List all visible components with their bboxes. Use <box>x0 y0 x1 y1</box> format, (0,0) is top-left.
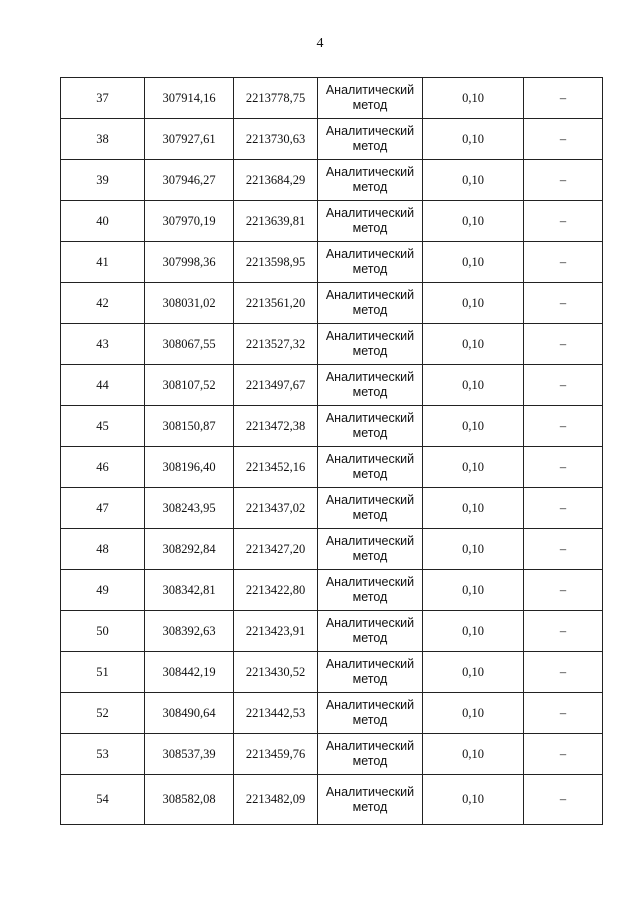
note-cell: – <box>524 611 603 652</box>
accuracy-cell: 0,10 <box>423 406 524 447</box>
accuracy-cell: 0,10 <box>423 119 524 160</box>
method-cell: Аналитический метод <box>318 324 423 365</box>
y-coordinate-cell: 2213598,95 <box>234 242 318 283</box>
x-coordinate-cell: 307927,61 <box>145 119 234 160</box>
accuracy-cell: 0,10 <box>423 775 524 825</box>
table-row <box>61 734 603 775</box>
table-row <box>61 611 603 652</box>
method-cell: Аналитический метод <box>318 570 423 611</box>
table-row <box>61 283 603 324</box>
method-cell: Аналитический метод <box>318 529 423 570</box>
table-body <box>61 78 603 825</box>
point-number-cell: 45 <box>61 406 145 447</box>
method-cell: Аналитический метод <box>318 611 423 652</box>
point-number-cell: 39 <box>61 160 145 201</box>
x-coordinate-cell: 308490,64 <box>145 693 234 734</box>
note-cell: – <box>524 160 603 201</box>
point-number-cell: 42 <box>61 283 145 324</box>
accuracy-cell: 0,10 <box>423 611 524 652</box>
y-coordinate-cell: 2213730,63 <box>234 119 318 160</box>
method-cell: Аналитический метод <box>318 734 423 775</box>
note-cell: – <box>524 406 603 447</box>
table-row <box>61 447 603 488</box>
method-cell: Аналитический метод <box>318 406 423 447</box>
accuracy-cell: 0,10 <box>423 78 524 119</box>
y-coordinate-cell: 2213472,38 <box>234 406 318 447</box>
point-number-cell: 52 <box>61 693 145 734</box>
method-cell: Аналитический метод <box>318 365 423 406</box>
x-coordinate-cell: 308031,02 <box>145 283 234 324</box>
y-coordinate-cell: 2213422,80 <box>234 570 318 611</box>
point-number-cell: 51 <box>61 652 145 693</box>
page-number: 4 <box>316 36 324 51</box>
note-cell: – <box>524 78 603 119</box>
method-cell: Аналитический метод <box>318 201 423 242</box>
accuracy-cell: 0,10 <box>423 529 524 570</box>
method-cell: Аналитический метод <box>318 775 423 825</box>
point-number-cell: 53 <box>61 734 145 775</box>
table-row <box>61 324 603 365</box>
note-cell: – <box>524 529 603 570</box>
note-cell: – <box>524 201 603 242</box>
note-cell: – <box>524 775 603 825</box>
method-cell: Аналитический метод <box>318 652 423 693</box>
table-row <box>61 119 603 160</box>
method-cell: Аналитический метод <box>318 242 423 283</box>
x-coordinate-cell: 308107,52 <box>145 365 234 406</box>
point-number-cell: 37 <box>61 78 145 119</box>
point-number-cell: 43 <box>61 324 145 365</box>
point-number-cell: 50 <box>61 611 145 652</box>
accuracy-cell: 0,10 <box>423 488 524 529</box>
accuracy-cell: 0,10 <box>423 283 524 324</box>
point-number-cell: 40 <box>61 201 145 242</box>
table-row <box>61 652 603 693</box>
table-row <box>61 570 603 611</box>
note-cell: – <box>524 283 603 324</box>
x-coordinate-cell: 307998,36 <box>145 242 234 283</box>
point-number-cell: 48 <box>61 529 145 570</box>
y-coordinate-cell: 2213527,32 <box>234 324 318 365</box>
x-coordinate-cell: 308582,08 <box>145 775 234 825</box>
y-coordinate-cell: 2213442,53 <box>234 693 318 734</box>
accuracy-cell: 0,10 <box>423 242 524 283</box>
table-row <box>61 201 603 242</box>
x-coordinate-cell: 308342,81 <box>145 570 234 611</box>
table-row <box>61 78 603 119</box>
x-coordinate-cell: 308067,55 <box>145 324 234 365</box>
y-coordinate-cell: 2213482,09 <box>234 775 318 825</box>
note-cell: – <box>524 242 603 283</box>
x-coordinate-cell: 308442,19 <box>145 652 234 693</box>
method-cell: Аналитический метод <box>318 447 423 488</box>
point-number-cell: 46 <box>61 447 145 488</box>
x-coordinate-cell: 308150,87 <box>145 406 234 447</box>
method-cell: Аналитический метод <box>318 283 423 324</box>
x-coordinate-cell: 307914,16 <box>145 78 234 119</box>
x-coordinate-cell: 308537,39 <box>145 734 234 775</box>
table-row <box>61 242 603 283</box>
point-number-cell: 44 <box>61 365 145 406</box>
table-row <box>61 529 603 570</box>
note-cell: – <box>524 734 603 775</box>
method-cell: Аналитический метод <box>318 119 423 160</box>
accuracy-cell: 0,10 <box>423 734 524 775</box>
y-coordinate-cell: 2213684,29 <box>234 160 318 201</box>
note-cell: – <box>524 447 603 488</box>
table-row <box>61 693 603 734</box>
note-cell: – <box>524 570 603 611</box>
accuracy-cell: 0,10 <box>423 365 524 406</box>
table-row <box>61 160 603 201</box>
x-coordinate-cell: 308243,95 <box>145 488 234 529</box>
x-coordinate-cell: 308292,84 <box>145 529 234 570</box>
note-cell: – <box>524 488 603 529</box>
y-coordinate-cell: 2213459,76 <box>234 734 318 775</box>
x-coordinate-cell: 308196,40 <box>145 447 234 488</box>
x-coordinate-cell: 307946,27 <box>145 160 234 201</box>
point-number-cell: 47 <box>61 488 145 529</box>
accuracy-cell: 0,10 <box>423 570 524 611</box>
x-coordinate-cell: 308392,63 <box>145 611 234 652</box>
y-coordinate-cell: 2213423,91 <box>234 611 318 652</box>
table-row <box>61 775 603 825</box>
y-coordinate-cell: 2213430,52 <box>234 652 318 693</box>
method-cell: Аналитический метод <box>318 488 423 529</box>
accuracy-cell: 0,10 <box>423 160 524 201</box>
y-coordinate-cell: 2213639,81 <box>234 201 318 242</box>
point-number-cell: 49 <box>61 570 145 611</box>
table-row <box>61 488 603 529</box>
y-coordinate-cell: 2213452,16 <box>234 447 318 488</box>
note-cell: – <box>524 693 603 734</box>
table-row <box>61 365 603 406</box>
coordinates-table <box>60 77 603 825</box>
note-cell: – <box>524 652 603 693</box>
y-coordinate-cell: 2213427,20 <box>234 529 318 570</box>
method-cell: Аналитический метод <box>318 78 423 119</box>
accuracy-cell: 0,10 <box>423 201 524 242</box>
note-cell: – <box>524 365 603 406</box>
point-number-cell: 38 <box>61 119 145 160</box>
point-number-cell: 41 <box>61 242 145 283</box>
y-coordinate-cell: 2213561,20 <box>234 283 318 324</box>
y-coordinate-cell: 2213778,75 <box>234 78 318 119</box>
table-row <box>61 406 603 447</box>
point-number-cell: 54 <box>61 775 145 825</box>
x-coordinate-cell: 307970,19 <box>145 201 234 242</box>
accuracy-cell: 0,10 <box>423 693 524 734</box>
accuracy-cell: 0,10 <box>423 652 524 693</box>
note-cell: – <box>524 324 603 365</box>
accuracy-cell: 0,10 <box>423 447 524 488</box>
y-coordinate-cell: 2213437,02 <box>234 488 318 529</box>
y-coordinate-cell: 2213497,67 <box>234 365 318 406</box>
method-cell: Аналитический метод <box>318 160 423 201</box>
accuracy-cell: 0,10 <box>423 324 524 365</box>
method-cell: Аналитический метод <box>318 693 423 734</box>
note-cell: – <box>524 119 603 160</box>
